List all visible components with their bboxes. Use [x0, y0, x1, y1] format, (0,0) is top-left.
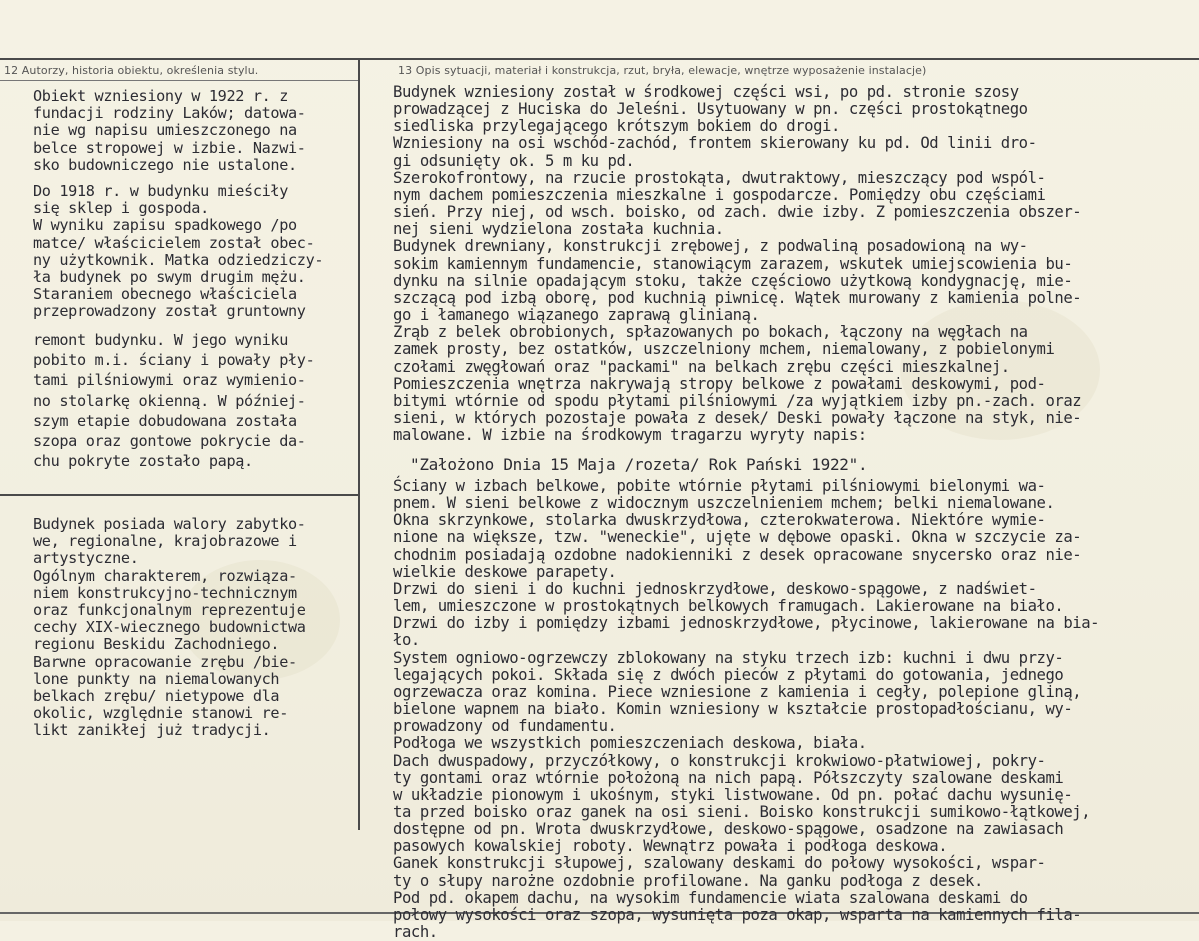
text-line: połowy wysokości oraz szopa, wysunięta poza okap, wsparta na kamiennych fila-	[393, 905, 1082, 924]
text-line: Zrąb z belek obrobionych, spłazowanych po bokach, łączony na węgłach na	[393, 323, 1028, 342]
description-text-part1	[393, 84, 1081, 444]
text-line: Ganek konstrukcji słupowej, szalowany deskami do połowy wysokości, wspar-	[393, 854, 1046, 873]
text-line: Barwne opracowanie zrębu /bie-	[33, 652, 297, 671]
text-line: ogrzewacza oraz komina. Piece wzniesione z kamienia i cegły, polepione gliną,	[393, 682, 1082, 701]
text-line: Budynek drewniany, konstrukcji zrębowej, z podwaliną posadowioną na wy-	[393, 237, 1028, 256]
text-line: ty gontami oraz wtórnie położoną na nich papą. Półszczyty szalowane deskami	[393, 768, 1064, 787]
column-divider	[358, 60, 360, 830]
text-line: szym etapie dobudowana została	[33, 411, 297, 430]
text-line: nie wg napisu umieszczonego na	[33, 121, 297, 140]
text-line: Okna skrzynkowe, stolarka dwuskrzydłowa, czterokwaterowa. Niektóre wymie-	[393, 511, 1046, 530]
left-header-underline	[0, 80, 358, 81]
text-line: ty o słupy narożne ozdobnie profilowane. Na ganku podłoga z desek.	[393, 871, 983, 890]
text-line: pnem. W sieni belkowe z widocznym uszczelnieniem mchem; belki niemalowane.	[393, 494, 1055, 513]
text-line: nej sieni wydzielona została kuchnia.	[393, 220, 724, 239]
text-line: likt zanikłej już tradycji.	[33, 721, 271, 740]
text-line: gi odsunięty ok. 5 m ku pd.	[393, 151, 635, 170]
text-line: ło.	[393, 631, 420, 650]
text-line: Wzniesiony na osi wschód-zachód, frontem skierowany ku pd. Od linii dro-	[393, 134, 1037, 153]
text-line: bielone wapnem na biało. Komin wzniesiony w kształcie prostopadłościanu, wy-	[393, 700, 1073, 719]
text-line: sieni, w których pozostaje powała z desek/ Deski powały łączone na styk, nie-	[393, 408, 1082, 427]
text-line: belkach zrębu/ nietypowe dla	[33, 687, 280, 706]
text-line: się sklep i gospoda.	[33, 199, 209, 218]
text-line: fundacji rodziny Laków; datowa-	[33, 104, 306, 123]
text-line: dostępne od pn. Wrota dwuskrzydłowe, deskowo-spągowe, osadzone na zawiasach	[393, 820, 1064, 839]
text-line: sień. Przy niej, od wsch. boisko, od zach. dwie izby. Z pomieszczenia obszer-	[393, 203, 1082, 222]
text-line: oraz funkcjonalnym reprezentuje	[33, 601, 306, 620]
text-line: Drzwi do izby i pomiędzy izbami jednoskrzydłowe, płycinowe, lakierowane na bia-	[393, 614, 1100, 633]
text-line: tami pilśniowymi oraz wymienio-	[33, 371, 306, 390]
text-line: Pod pd. okapem dachu, na wysokim fundamencie wiata szalowana deskami do	[393, 888, 1028, 907]
ownership-text	[33, 183, 323, 321]
text-line: Podłoga we wszystkich pomieszczeniach deskowa, biała.	[393, 734, 867, 753]
text-line: siedliska przylegającego krótszym bokiem do drogi.	[393, 117, 840, 136]
text-line: przeprowadzony został gruntowny	[33, 302, 306, 321]
text-line: czołami zwęgłowań oraz "packami" na belkach zrębu części mieszkalnej.	[393, 357, 1010, 376]
left-section-header: 12 Autorzy, historia obiektu, określenia stylu.	[4, 64, 259, 77]
text-line: Obiekt wzniesiony w 1922 r. z	[33, 87, 289, 105]
text-line: chu pokryte zostało papą.	[33, 452, 253, 471]
text-line: legających pokoi. Składa się z dwóch pieców z płytami do gotowania, jednego	[393, 665, 1064, 684]
text-line: ła budynek po swym drugim mężu.	[33, 268, 306, 287]
left-section-divider	[0, 494, 358, 496]
text-line: nione na większe, tzw. "weneckie", ujęte w dębowe opaski. Okna w szczycie za-	[393, 528, 1082, 547]
text-line: artystyczne.	[33, 549, 139, 568]
text-line: Szerokofrontowy, na rzucie prostokąta, dwutraktowy, mieszczący pod wspól-	[393, 168, 1046, 187]
text-line: Dach dwuspadowy, przyczółkowy, o konstrukcji krokwiowo-płatwiowej, pokry-	[393, 751, 1046, 770]
text-line: niem konstrukcyjno-technicznym	[33, 583, 297, 602]
text-line: bitymi wtórnie od spodu płytami pilśniowymi /za wyjątkiem izby pn.-zach. oraz	[393, 391, 1082, 410]
text-line: Ogólnym charakterem, rozwiąza-	[33, 566, 297, 585]
text-line: wielkie deskowe parapety.	[393, 562, 617, 581]
text-line: Pomieszczenia wnętrza nakrywają stropy belkowe z powałami deskowymi, pod-	[393, 374, 1046, 393]
text-line: prowadzony od fundamentu.	[393, 717, 617, 736]
text-line: chodnim posiadają ozdobne nadokienniki z desek opracowane snycersko oraz nie-	[393, 545, 1082, 564]
text-line: nym dachem pomieszczenia mieszkalne i gospodarcze. Pomiędzy obu częściami	[393, 185, 1046, 204]
text-line: lone punkty na niemalowanych	[33, 669, 280, 688]
text-line: malowane. W izbie na środkowym tragarzu wyryty napis:	[393, 426, 867, 445]
text-line: Do 1918 r. w budynku mieściły	[33, 182, 289, 200]
text-line: sokim kamiennym fundamencie, stanowiącym zarazem, wskutek umiejscowienia bu-	[393, 254, 1073, 273]
text-line: Drzwi do sieni i do kuchni jednoskrzydłowe, deskowo-spągowe, z nadświet-	[393, 579, 1037, 598]
text-line: szopa oraz gontowe pokrycie da-	[33, 432, 306, 451]
ownership-text-continued	[33, 330, 314, 471]
text-line: ny użytkownik. Matka odziedziczy-	[33, 250, 324, 269]
text-line: ta przed boisko oraz ganek na osi sieni. Boisko konstrukcji sumikowo-łątkowej,	[393, 802, 1091, 821]
top-rule	[0, 58, 1199, 60]
text-line: System ogniowo-ogrzewczy zblokowany na styku trzech izb: kuchni i dwu przy-	[393, 648, 1064, 667]
text-line: pobito m.i. ściany i powały pły-	[33, 351, 315, 370]
text-line: zamek prosty, bez ostatków, uszczelniony mchem, niemalowany, z pobielonymi	[393, 340, 1055, 359]
text-line: prowadzącej z Huciska do Jeleśni. Usytuowany w pn. części prostokątnego	[393, 100, 1028, 119]
text-line: dynku na silnie opadającym stoku, także częściowo użytkową kondygnację, mie-	[393, 271, 1073, 290]
text-line: Staraniem obecnego właściciela	[33, 285, 297, 304]
text-line: belce stropowej w izbie. Nazwi-	[33, 138, 306, 157]
text-line: Budynek wzniesiony został w środkowej części wsi, po pd. stronie szosy	[393, 83, 1019, 101]
text-line: pasowych kowalskiej roboty. Wewnątrz powała i podłoga deskowa.	[393, 837, 948, 856]
values-text	[33, 516, 306, 740]
text-line: sko budowniczego nie ustalone.	[33, 155, 297, 174]
text-line: cechy XIX-wiecznego budownictwa	[33, 618, 306, 637]
text-line: remont budynku. W jego wyniku	[33, 331, 289, 349]
history-text	[33, 88, 306, 174]
text-line: lem, umieszczone w prostokątnych belkowych framugach. Lakierowane na biało.	[393, 597, 1064, 616]
text-line: rach.	[393, 923, 438, 941]
text-line: szczącą pod izbą oborę, pod kuchnią piwnicę. Wątek murowany z kamienia polne-	[393, 288, 1082, 307]
text-line: matce/ właścicielem został obec-	[33, 233, 315, 252]
text-line: Budynek posiada walory zabytko-	[33, 515, 306, 533]
text-line: no stolarkę okienną. W później-	[33, 391, 306, 410]
text-line: Ściany w izbach belkowe, pobite wtórnie płytami pilśniowymi bielonymi wa-	[393, 477, 1046, 495]
text-line: we, regionalne, krajobrazowe i	[33, 532, 297, 551]
inscription-quote: "Założono Dnia 15 Maja /rozeta/ Rok Pański 1922".	[410, 455, 868, 474]
text-line: regionu Beskidu Zachodniego.	[33, 635, 280, 654]
text-line: okolic, względnie stanowi re-	[33, 704, 289, 723]
text-line: go i łamanego wiązanego zaprawą glinianą.	[393, 306, 760, 325]
right-section-header: 13 Opis sytuacji, materiał i konstrukcja, rzut, bryła, elewacje, wnętrze wyposażenie instalacje)	[398, 64, 927, 77]
text-line: W wyniku zapisu spadkowego /po	[33, 216, 297, 235]
description-text-part2	[393, 478, 1099, 941]
text-line: w układzie pionowym i ukośnym, styki listwowane. Od pn. połać dachu wysunię-	[393, 785, 1073, 804]
